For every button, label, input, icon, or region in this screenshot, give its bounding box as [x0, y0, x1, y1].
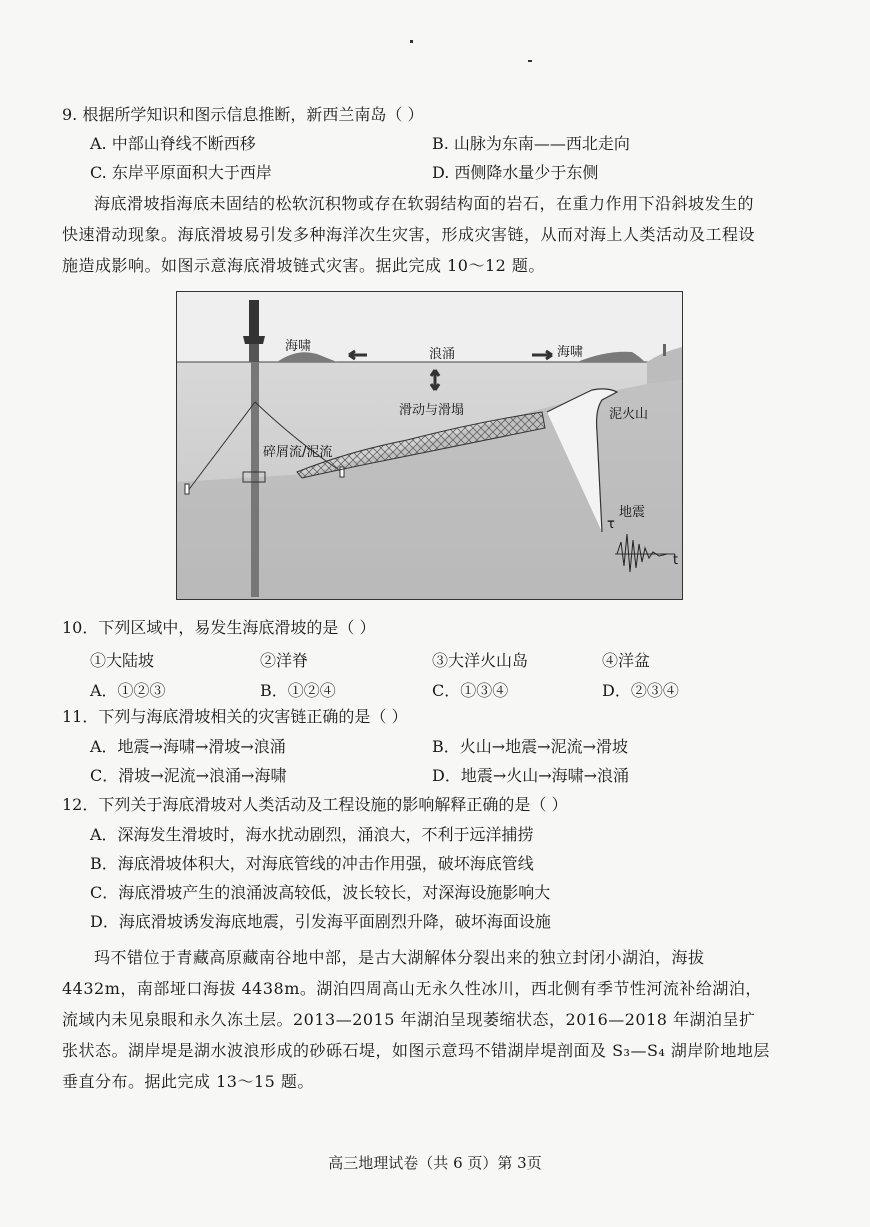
- q12-option-b: B．海底滑坡体积大，对海底管线的冲击作用强，破坏海底管线: [90, 854, 534, 873]
- label-tsunami-left: 海啸: [285, 339, 312, 354]
- q10-option-c: C．①③④: [432, 681, 509, 700]
- q12-option-c: C．海底滑坡产生的浪涌波高较低，波长较长，对深海设施影响大: [90, 883, 551, 902]
- q9-option-a: A. 中部山脊线不断西移: [90, 134, 256, 153]
- q10-item-2: ②洋脊: [260, 651, 309, 670]
- label-slide: 滑动与滑塌: [399, 403, 465, 418]
- q12-option-d: D．海底滑坡诱发海底地震，引发海平面剧烈升降，破坏海面设施: [90, 912, 551, 931]
- q9-option-d: D. 西侧降水量少于东侧: [432, 163, 599, 182]
- q11-stem: 11．下列与海底滑坡相关的灾害链正确的是（ ）: [62, 707, 408, 726]
- scan-speck: [528, 60, 532, 62]
- platform-leg-upper: [249, 344, 259, 362]
- q11-option-a: A．地震→海啸→滑坡→浪涌: [90, 737, 286, 756]
- q10-item-1: ①大陆坡: [90, 651, 155, 670]
- label-t: t: [673, 553, 679, 568]
- label-debris-flow: 碎屑流/泥流: [263, 445, 333, 460]
- q9-stem: 9. 根据所学知识和图示信息推断，新西兰南岛（ ）: [62, 105, 424, 124]
- q10-item-4: ④洋盆: [602, 651, 651, 670]
- label-tau: τ: [607, 517, 615, 532]
- q9-option-b: B. 山脉为东南——西北走向: [432, 134, 630, 153]
- q10-option-a: A．①②③: [90, 681, 166, 700]
- q9-option-c: C. 东岸平原面积大于西岸: [90, 163, 272, 182]
- q12-stem: 12．下列关于海底滑坡对人类活动及工程设施的影响解释正确的是（ ）: [62, 795, 568, 814]
- label-tsunami-right: 海啸: [557, 345, 584, 360]
- label-mud-volcano: 泥火山: [609, 407, 649, 422]
- label-earthquake: 地震: [619, 505, 646, 520]
- q10-option-b: B．①②④: [260, 681, 336, 700]
- q11-option-b: B．火山→地震→泥流→滑坡: [432, 737, 628, 756]
- label-surge: 浪涌: [429, 347, 456, 362]
- platform-derrick: [249, 300, 259, 336]
- figure-svg: [177, 292, 682, 599]
- platform-riser: [251, 362, 259, 597]
- q10-option-d: D．②③④: [602, 681, 679, 700]
- intro-lake: 玛不错位于青藏高原藏南谷地中部，是古大湖解体分裂出来的独立封闭小湖泊，海拔 4432m，南部垭口海拔 4438m。湖泊四周高山无永久性冰川，西北侧有季节性河流补给湖泊，流域内未见泉眼和永久冻土层。2013—2015 年湖泊呈现萎缩状态，2016—2018 年湖泊呈扩张状态。湖岸堤是湖水波浪形成的砂砾石堤，如图示意玛不错湖岸堤剖面及 S₃—S₄ 湖岸阶地地层垂直分布。据此完成 13～15 题。: [62, 948, 770, 1091]
- q12-option-a: A．深海发生滑坡时，海水扰动剧烈，涌浪大，不利于远洋捕捞: [90, 825, 534, 844]
- coast-marker: [663, 344, 666, 356]
- q10-stem: 10．下列区域中，易发生海底滑坡的是（ ）: [62, 618, 376, 637]
- intro-landslide: 海底滑坡指海底未固结的松软沉积物或存在软弱结构面的岩石，在重力作用下沿斜坡发生的快速滑动现象。海底滑坡易引发多种海洋次生灾害，形成灾害链，从而对海上人类活动及工程设施造成影响。如图示意海底滑坡链式灾害。据此完成 10～12 题。: [62, 194, 756, 275]
- q11-option-d: D．地震→火山→海啸→浪涌: [432, 766, 630, 785]
- page-footer: 高三地理试卷（共 6 页）第 3页: [328, 1154, 542, 1172]
- q10-item-3: ③大洋火山岛: [432, 651, 529, 670]
- platform-deck: [243, 336, 265, 344]
- landslide-chain-figure: [176, 291, 683, 600]
- scan-speck: [410, 40, 413, 43]
- anchor-left: [185, 484, 189, 494]
- q11-option-c: C．滑坡→泥流→浪涌→海啸: [90, 766, 287, 785]
